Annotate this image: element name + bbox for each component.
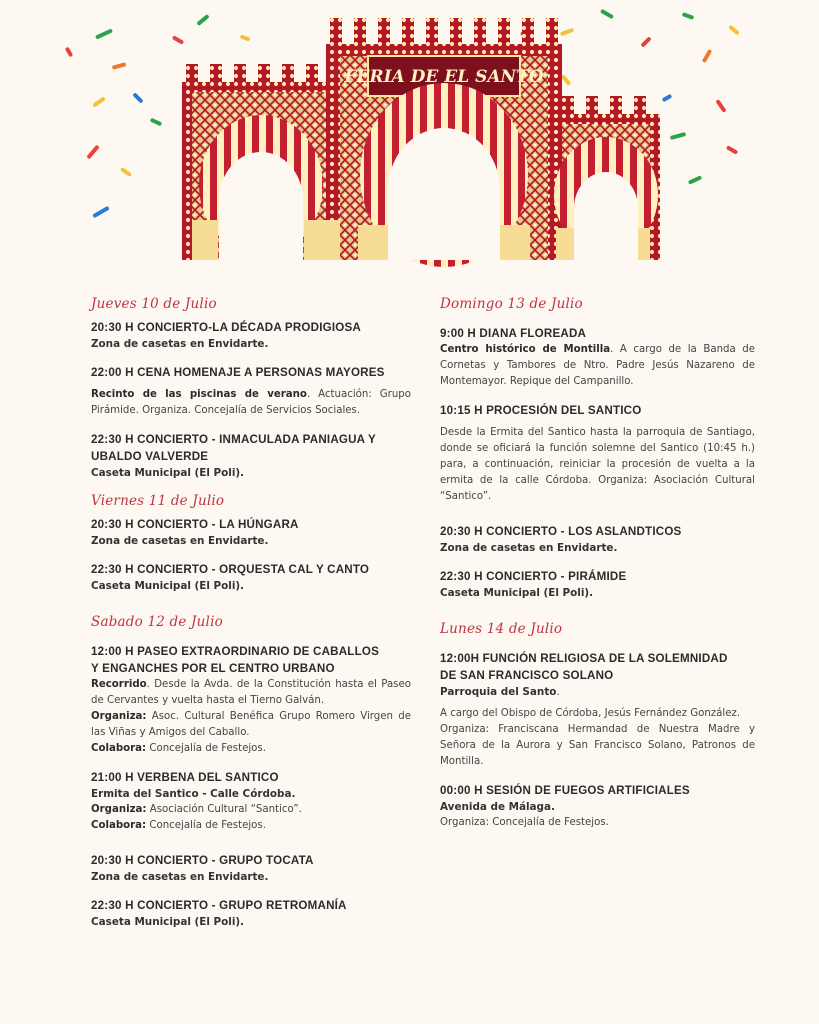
gate-sign-text: FERIA DE EL SANTO [344,67,544,87]
event-title: 20:30 H CONCIERTO - LA HÚNGARA [91,518,299,531]
event-item [440,782,755,831]
event-place: Zona de casetas en Envidarte. [91,338,269,350]
event-item [91,319,411,352]
gate-structure [182,18,660,267]
event-item [91,643,411,757]
program-left-column [91,296,411,942]
event-place: Parroquia del Santo. [440,686,560,698]
event-place: Caseta Municipal (El Poli). [91,916,245,928]
day-heading-thursday: Jueves 10 de Julio [91,296,217,312]
event-title: 21:00 H VERBENA DEL SANTICO [91,771,279,784]
event-item [91,431,411,481]
event-item [91,897,411,930]
fair-gate-banner [0,0,819,270]
event-title-cont: UBALDO VALVERDE [91,450,209,463]
event-title: 22:30 H CONCIERTO - GRUPO RETROMANÍA [91,899,347,912]
event-description: Desde la Ermita del Santico hasta la parroquia de Santiago, donde se oficiará la función solemne del Santico (10:45 h.) para, a continuación, reiniciar la procesión de vuelta a la ermita de la calle Córdoba. Organiza: Asociación Cultural “Santico”. [440,427,755,502]
program-right-column [440,296,755,843]
event-title: 12:00 H PASEO EXTRAORDINARIO DE CABALLOS [91,645,380,658]
event-title: 22:30 H CONCIERTO - ORQUESTA CAL Y CANTO [91,563,370,576]
event-route: Recorrido. Desde la Avda. de la Constitución hasta el Paseo de Cervantes y vuelta hasta el Tierno Galván. [91,679,411,706]
event-item [91,852,411,885]
event-title: 12:00H FUNCIÓN RELIGIOSA DE LA SOLEMNIDAD [440,652,728,665]
event-organizer: Organiza: Asoc. Cultural Benéfica Grupo Romero Virgen de las Viñas y Amigos del Caballo. [91,711,411,738]
event-title: 22:00 H CENA HOMENAJE A PERSONAS MAYORES [91,366,385,379]
event-item [91,516,411,549]
event-organizer: Organiza: Asociación Cultural “Santico”. [91,804,302,815]
event-place: Caseta Municipal (El Poli). [91,580,245,592]
event-item [440,402,755,505]
event-item [440,650,755,770]
event-item [440,325,755,390]
event-organizer: Organiza: Franciscana Hermandad de Nuestra Madre y Señora de la Aurora y San Francisco Solano, Patronos de Montilla. [440,724,755,767]
event-place: Caseta Municipal (El Poli). [91,467,245,479]
event-description: Recinto de las piscinas de verano. Actuación: Grupo Pirámide. Organiza. Concejalía de Servicios Sociales. [91,389,412,416]
event-item [440,523,755,556]
event-description: Centro histórico de Montilla. A cargo de la Banda de Cornetas y Tambores de Ntro. Padre Jesús Nazareno de Montemayor. Repique del Campanillo. [440,344,755,387]
event-title: 20:30 H CONCIERTO - GRUPO TOCATA [91,854,314,867]
event-organizer: Organiza: Concejalía de Festejos. [440,817,609,828]
day-heading-monday: Lunes 14 de Julio [440,621,563,637]
event-title-cont: Y ENGANCHES POR EL CENTRO URBANO [91,662,335,675]
event-title: 22:30 H CONCIERTO - INMACULADA PANIAGUA Y [91,433,376,446]
event-place: Zona de casetas en Envidarte. [440,542,618,554]
day-heading-sunday: Domingo 13 de Julio [440,296,583,312]
event-place: Zona de casetas en Envidarte. [91,535,269,547]
event-item [91,561,411,594]
event-collaborator: Colabora: Concejalía de Festejos. [91,743,266,754]
event-title: 20:30 H CONCIERTO - LOS ASLANDTICOS [440,525,682,538]
event-title-cont: DE SAN FRANCISCO SOLANO [440,669,614,682]
day-heading-saturday: Sabado 12 de Julio [91,614,223,630]
event-item [440,568,755,601]
event-item [91,364,411,419]
event-place: Avenida de Málaga. [440,801,555,813]
event-description: A cargo del Obispo de Córdoba, Jesús Fernández González. [440,708,741,719]
event-title: 10:15 H PROCESIÓN DEL SANTICO [440,404,642,417]
event-item [91,769,411,834]
event-title: 20:30 H CONCIERTO-LA DÉCADA PRODIGIOSA [91,321,361,334]
event-place: Caseta Municipal (El Poli). [440,587,594,599]
event-title: 9:00 H DIANA FLOREADA [440,327,587,340]
event-place: Ermita del Santico - Calle Córdoba. [91,788,296,800]
event-collaborator: Colabora: Concejalía de Festejos. [91,820,266,831]
day-heading-friday: Viernes 11 de Julio [91,493,225,509]
event-title: 22:30 H CONCIERTO - PIRÁMIDE [440,570,627,583]
event-title: 00:00 H SESIÓN DE FUEGOS ARTIFICIALES [440,784,690,797]
event-place: Zona de casetas en Envidarte. [91,871,269,883]
